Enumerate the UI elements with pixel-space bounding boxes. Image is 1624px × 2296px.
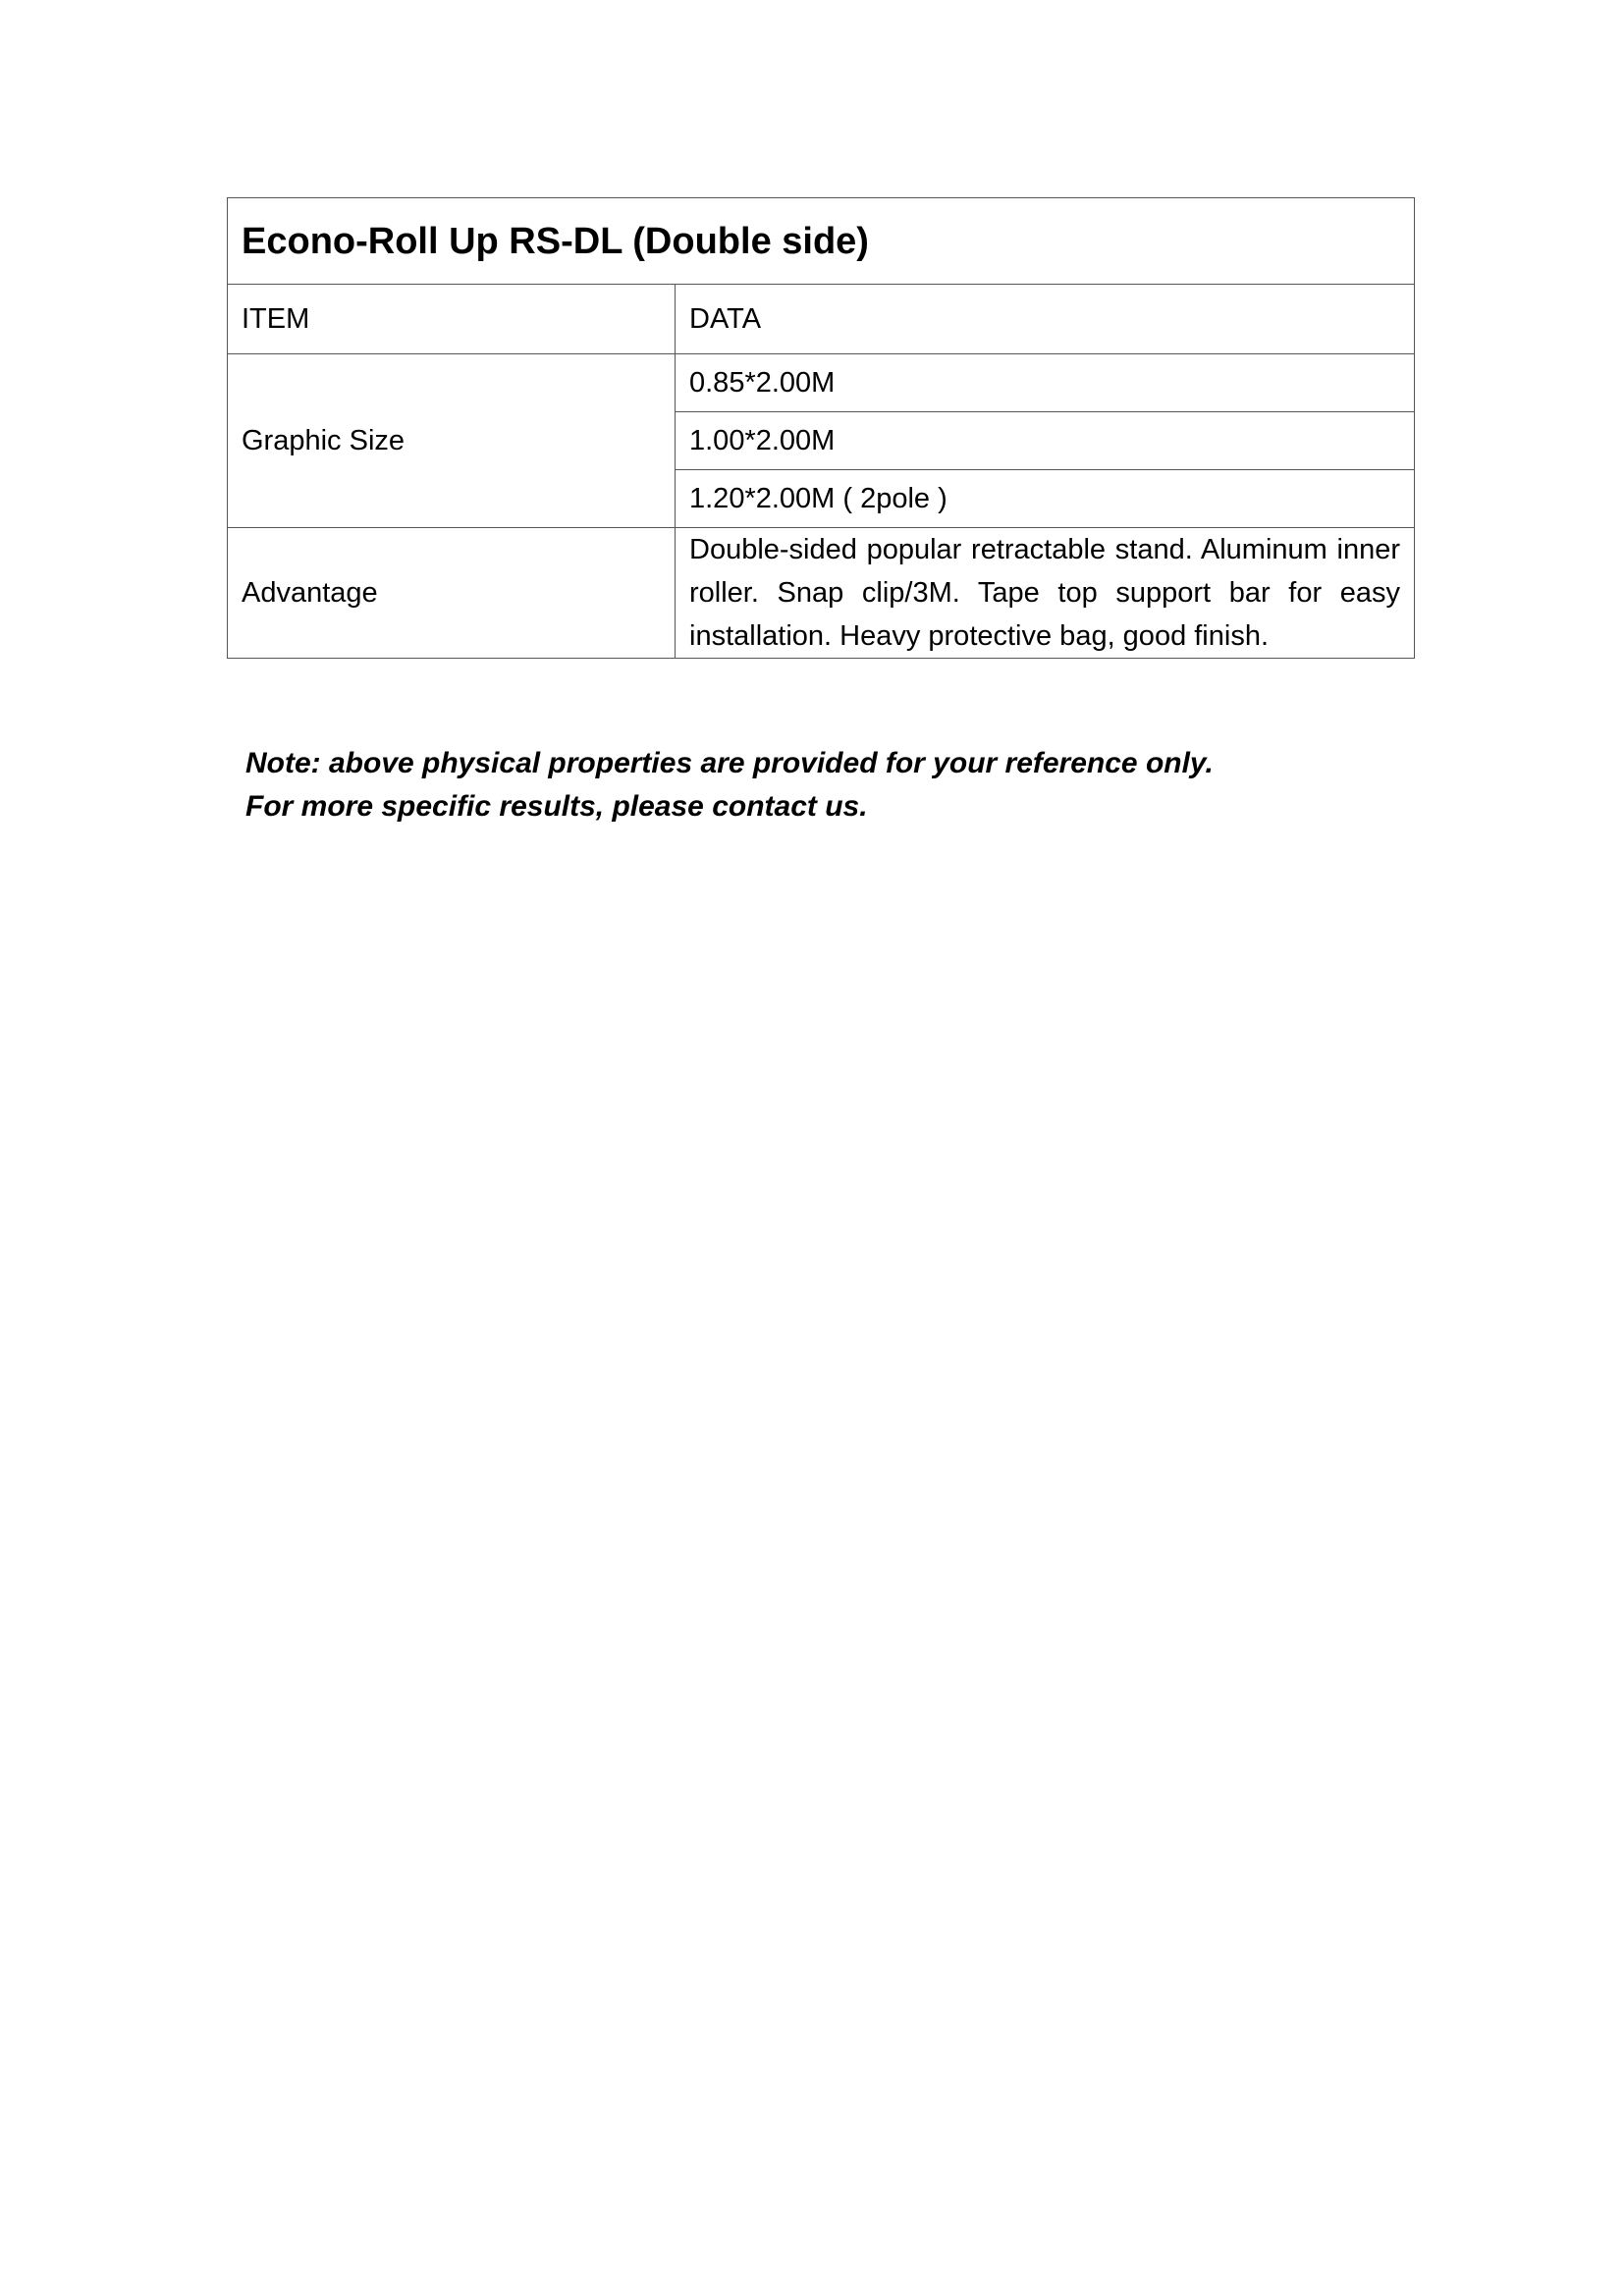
note-line-1: Note: above physical properties are provided for your reference only. [245, 747, 1214, 779]
table-row [228, 528, 1415, 659]
table-row [228, 354, 1415, 412]
advantage-text: Double-sided popular retractable stand. Aluminum inner roller. Snap clip/3M. Tape top support bar for easy installation. Heavy protective bag, good finish. [676, 528, 1415, 659]
table-title: Econo-Roll Up RS-DL (Double side) [228, 198, 1415, 285]
graphic-size-value: 1.00*2.00M [676, 412, 1415, 470]
advantage-label: Advantage [228, 528, 676, 659]
note-block [245, 742, 1214, 828]
graphic-size-value: 0.85*2.00M [676, 354, 1415, 412]
header-data: DATA [676, 285, 1415, 354]
graphic-size-label: Graphic Size [228, 354, 676, 528]
header-row [228, 285, 1415, 354]
note-line-2: For more specific results, please contact us. [245, 790, 868, 823]
header-item: ITEM [228, 285, 676, 354]
spec-table [227, 197, 1415, 659]
title-row [228, 198, 1415, 285]
graphic-size-value: 1.20*2.00M ( 2pole ) [676, 470, 1415, 528]
